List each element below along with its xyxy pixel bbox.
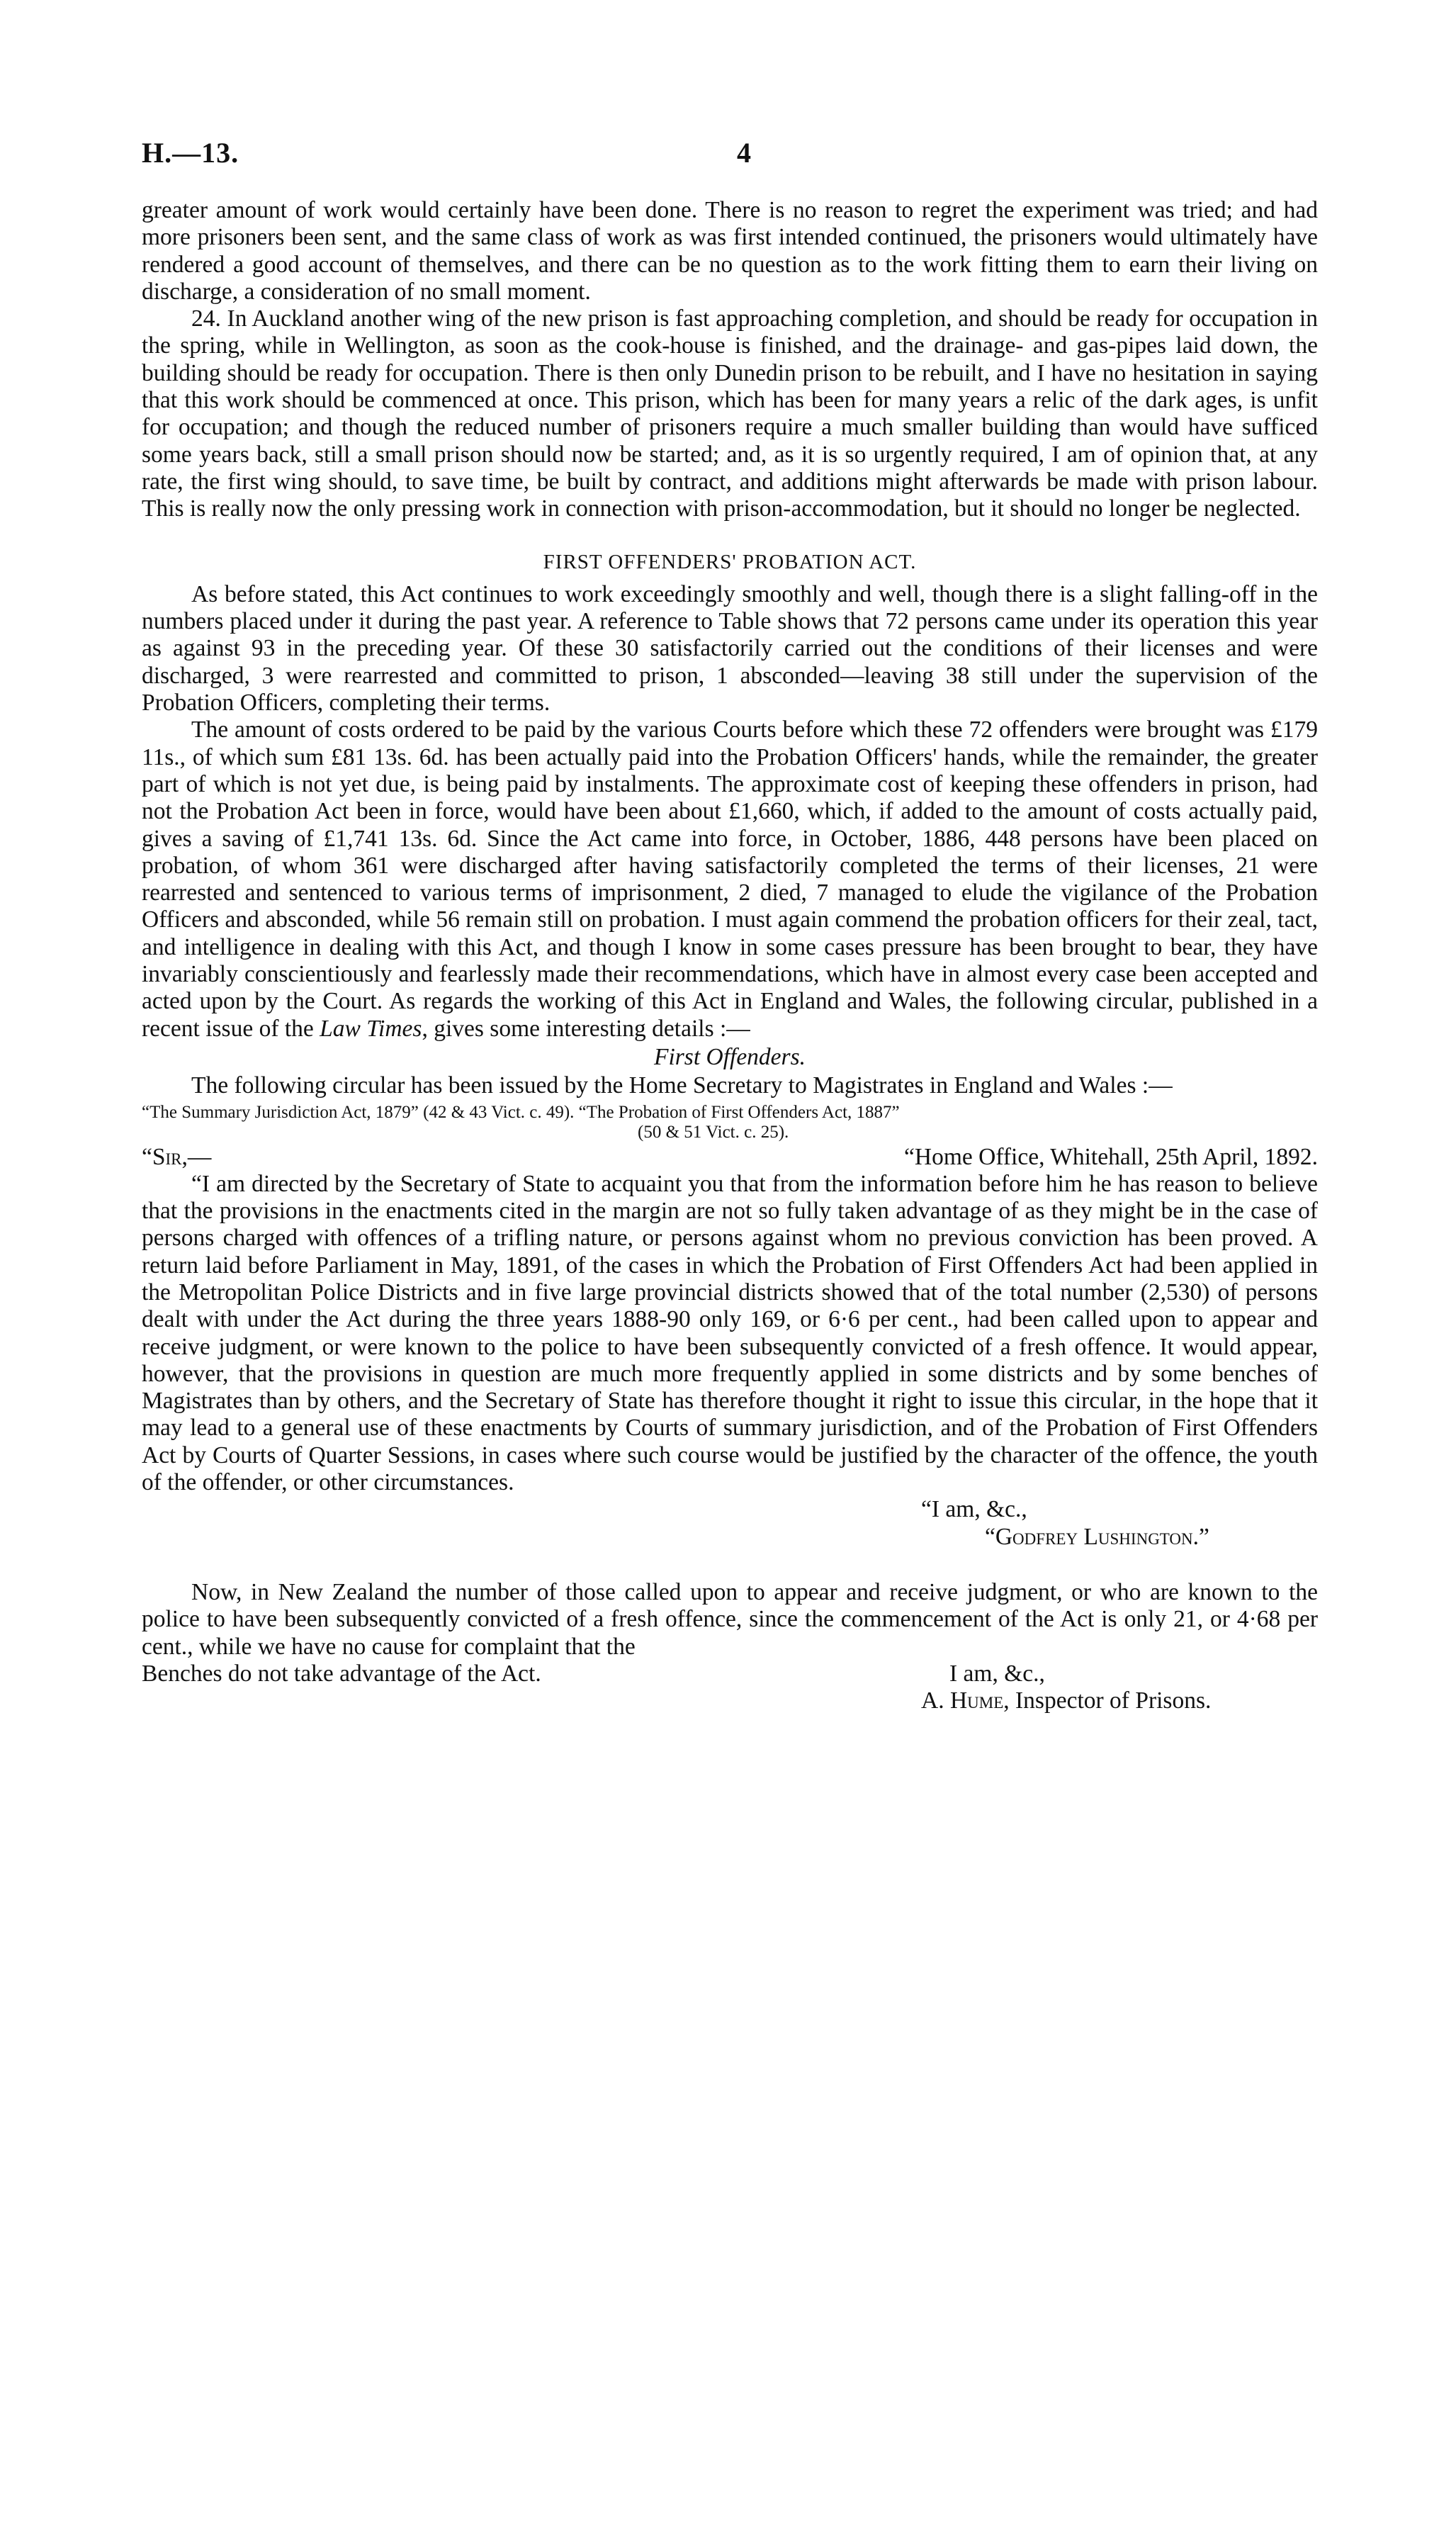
paragraph-probation-stats: As before stated, this Act continues to work exceedingly smoothly and well, though there is a slight falling-off in the numbers placed under it during the past year. A reference to Table shows that 72 persons came under its operation this year as against 93 in the preceding year. Of these 30 satisfactorily carried out the conditions of their licenses and were discharged, 3 were rearrested and committed to prison, 1 absconded—leaving 38 still under the supervision of the Probation Officers, completing their terms. xyxy=(142,580,1318,717)
circular-body: “I am directed by the Secretary of State to acquaint you that from the information before him he has reason to believe that the provisions in the enactments cited in the margin are not so fully taken advantage of as they might be in the case of persons charged with offences of a trifling nature, or persons against whom no previous conviction has been proved. A return laid before Parliament in May, 1891, of the cases in which the Probation of First Offenders Act had been applied in the Metropolitan Police Districts and in five large provincial districts showed that of the total number (2,530) of persons dealt with under the Act during the three years 1888-90 only 169, or 6·6 per cent., had been called upon to appear and receive judgment, or were known to the police to have been subsequently convicted of a fresh offence. It would appear, however, that the provisions in question are much more frequently applied in some districts and by some benches of Magistrates than by others, and the Secretary of State has therefore thought it right to issue this circular, in the hope that it may lead to a general use of these enactments by Courts of summary jurisdiction, and of the Probation of First Offenders Act by Courts of Quarter Sessions, in cases where such course would be justified by the character of the offence, the youth of the offender, or other circumstances. xyxy=(142,1170,1318,1496)
section-heading: FIRST OFFENDERS' PROBATION ACT. xyxy=(543,550,917,573)
page-number: 4 xyxy=(737,137,751,169)
statute-line-2: (50 & 51 Vict. c. 25). xyxy=(638,1122,789,1142)
paragraph-new-zealand-end: Benches do not take advantage of the Act. xyxy=(142,1660,541,1687)
document-body xyxy=(142,197,1318,1714)
page-header xyxy=(142,136,1318,179)
paragraph-costs-end: , gives some interesting details :— xyxy=(422,1015,750,1042)
signature-initial: A. xyxy=(921,1687,950,1714)
signature-title: , Inspector of Prisons. xyxy=(1003,1687,1212,1714)
salutation-quote: “ xyxy=(142,1143,152,1170)
signature-hume xyxy=(142,1687,1318,1714)
paragraph-24: 24. In Auckland another wing of the new prison is fast approaching completion, and should be ready for occupation in the spring, while in Wellington, as soon as the cook-house is finished, and the drainage- and gas-pipes laid down, the building should be ready for occupation. There is then only Dunedin prison to be rebuilt, and I have no hesitation in saying that this work should be commenced at once. This prison, which has been for many years a relic of the dark ages, is unfit for occupation; and though the reduced number of prisoners require a much smaller building than would have sufficed some years back, still a small prison should now be started; and, as it is so urgently required, I am of opinion that, at any rate, the first wing should, to save time, be built by contract, and additions might afterwards be made with prison labour. This is really now the only pressing work in connection with prison-accommodation, but it should no longer be neglected. xyxy=(142,305,1318,522)
signature-name: Hume xyxy=(949,1687,1004,1714)
salutation xyxy=(142,1144,211,1171)
salutation-sir: Sir xyxy=(152,1143,182,1170)
salutation-line xyxy=(142,1144,1318,1171)
signature-lushington: “Godfrey Lushington.” xyxy=(985,1523,1209,1550)
closing-i-am: “I am, &c., xyxy=(921,1496,1027,1523)
paragraph-continued: greater amount of work would certainly have been done. There is no reason to regret the experiment was tried; and had more prisoners been sent, and the same class of work as was first intended continued, the prisoners would ultimately have rendered a good account of themselves, and there can be no question as to the work fitting them to earn their living on discharge, a consideration of no small moment. xyxy=(142,197,1318,305)
letter-date: “Home Office, Whitehall, 25th April, 1892. xyxy=(904,1143,1318,1170)
statute-citation xyxy=(142,1103,1318,1142)
salutation-dash: ,— xyxy=(181,1143,212,1170)
subheading-first-offenders: First Offenders. xyxy=(653,1043,806,1070)
paragraph-costs-text: The amount of costs ordered to be paid by the various Courts before which these 72 offenders were brought was £179 11s., of which sum £81 13s. 6d. has been actually paid into the Probation Officers' hands, while the remainder, the greater part of which is not yet due, is being paid by instalments. The approximate cost of keeping these offenders in prison, had not the Probation Act been in force, would have been about £1,660, which, if added to the amount of costs actually paid, gives a saving of £1,741 13s. 6d. Since the Act came into force, in October, 1886, 448 persons have been placed on probation, of whom 361 were discharged after having satisfactorily completed the terms of their licenses, 21 were rearrested and sentenced to various terms of imprisonment, 2 died, 7 managed to elude the vigilance of the Probation Officers and absconded, while 56 remain still on probation. I must again commend the probation officers for their zeal, tact, and intelligence in dealing with this Act, and though I know in some cases pressure has been brought to bear, they have invariably conscientiously and fearlessly made their recommendations, which have in almost every case been accepted and acted upon by the Court. As regards the working of this Act in England and Wales, the following circular, published in a recent issue of the xyxy=(142,717,1318,1042)
paragraph-costs xyxy=(142,717,1318,1043)
closing-i-am-2: I am, &c., xyxy=(949,1660,1045,1687)
closing-row xyxy=(142,1661,1318,1687)
law-times-title: Law Times xyxy=(320,1015,422,1042)
spacer xyxy=(142,1551,1318,1579)
statute-line-1: “The Summary Jurisdiction Act, 1879” (42 & 43 Vict. c. 49). “The Probation of First Offenders Act, 1887” xyxy=(142,1102,900,1122)
document-reference: H.—13. xyxy=(142,137,239,169)
paragraph-circular-intro: The following circular has been issued by the Home Secretary to Magistrates in England and Wales :— xyxy=(191,1072,1173,1099)
paragraph-new-zealand: Now, in New Zealand the number of those called upon to appear and receive judgment, or who are known to the police to have been subsequently convicted of a fresh offence, since the commencement of the Act is only 21, or 4·68 per cent., while we have no cause for complaint that the xyxy=(142,1578,1318,1660)
